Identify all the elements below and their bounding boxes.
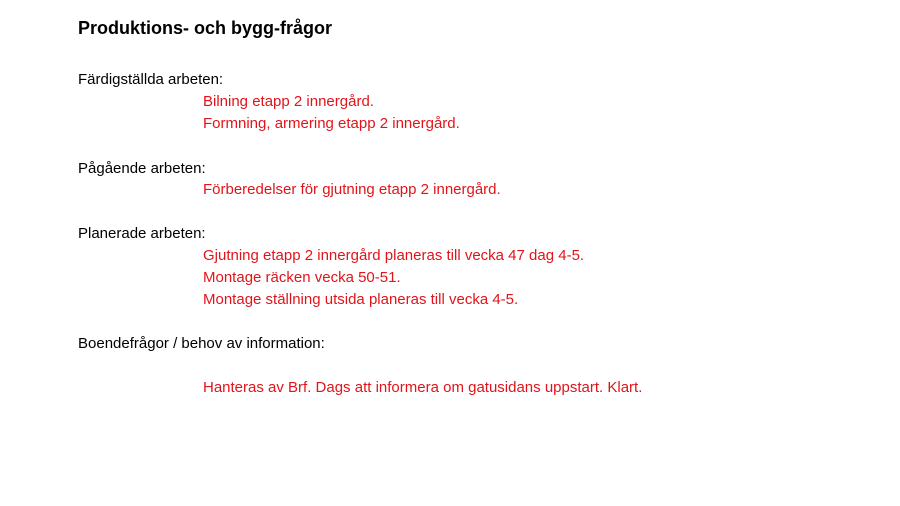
ongoing-item: Förberedelser för gjutning etapp 2 innergård. [203, 181, 501, 198]
document-title: Produktions- och bygg-frågor [78, 18, 332, 38]
planned-item: Gjutning etapp 2 innergård planeras till vecka 47 dag 4-5. [203, 247, 585, 264]
section-heading-ongoing: Pågående arbeten: [78, 160, 206, 177]
section-heading-planned: Planerade arbeten: [78, 225, 206, 242]
planned-item: Montage räcken vecka 50-51. [203, 269, 401, 286]
residents-item: Hanteras av Brf. Dags att informera om gatusidans uppstart. Klart. [203, 379, 643, 396]
planned-item: Montage ställning utsida planeras till vecka 4-5. [203, 291, 519, 308]
section-heading-residents: Boendefrågor / behov av information: [78, 335, 325, 352]
section-heading-completed: Färdigställda arbeten: [78, 71, 224, 88]
completed-item: Formning, armering etapp 2 innergård. [203, 115, 460, 132]
completed-item: Bilning etapp 2 innergård. [203, 93, 374, 110]
